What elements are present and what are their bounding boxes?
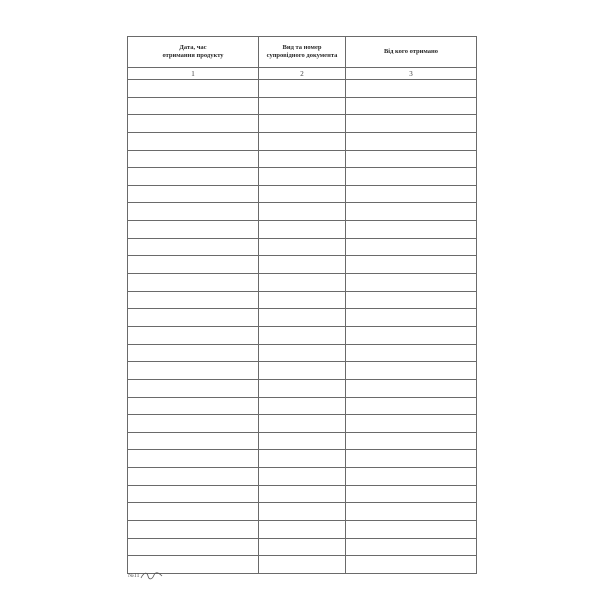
table-cell — [128, 362, 259, 380]
table-cell — [128, 97, 259, 115]
table-row — [128, 450, 477, 468]
table-cell — [259, 521, 346, 539]
header-document-line2: супровідного документа — [266, 52, 338, 59]
table-row — [128, 432, 477, 450]
table-cell — [128, 221, 259, 239]
table-cell — [259, 538, 346, 556]
table-row — [128, 185, 477, 203]
table-cell — [346, 97, 477, 115]
table-row — [128, 344, 477, 362]
table-cell — [259, 379, 346, 397]
table-row — [128, 309, 477, 327]
table-cell — [346, 203, 477, 221]
table-cell — [259, 256, 346, 274]
decorative-flourish-icon — [140, 570, 164, 582]
table-cell — [346, 168, 477, 186]
table-cell — [259, 326, 346, 344]
table-cell — [346, 397, 477, 415]
table-row — [128, 397, 477, 415]
table-cell — [346, 185, 477, 203]
table-cell — [259, 97, 346, 115]
table-cell — [346, 521, 477, 539]
table-cell — [346, 221, 477, 239]
table-cell — [346, 432, 477, 450]
table-row — [128, 291, 477, 309]
table-cell — [346, 274, 477, 292]
table-cell — [346, 80, 477, 98]
header-date-time-line1: Дата, час — [179, 44, 207, 51]
table-cell — [128, 485, 259, 503]
table-cell — [128, 168, 259, 186]
table-cell — [346, 291, 477, 309]
table-row — [128, 132, 477, 150]
table-cell — [346, 450, 477, 468]
table-cell — [346, 379, 477, 397]
table-cell — [128, 468, 259, 486]
table-cell — [346, 309, 477, 327]
table-cell — [346, 468, 477, 486]
table-cell — [128, 450, 259, 468]
table-cell — [259, 397, 346, 415]
table-cell — [346, 485, 477, 503]
header-row — [128, 37, 477, 68]
table-cell — [259, 432, 346, 450]
table-cell — [128, 309, 259, 327]
table-row — [128, 503, 477, 521]
table-cell — [128, 415, 259, 433]
table-cell — [128, 344, 259, 362]
table-row — [128, 80, 477, 98]
table-cell — [128, 397, 259, 415]
table-row — [128, 415, 477, 433]
table-cell — [346, 415, 477, 433]
table-cell — [128, 132, 259, 150]
table-cell — [128, 150, 259, 168]
table-cell — [128, 291, 259, 309]
table-cell — [259, 115, 346, 133]
table-cell — [259, 450, 346, 468]
table-cell — [259, 168, 346, 186]
table-cell — [346, 538, 477, 556]
header-received-from — [346, 37, 477, 68]
column-number-3: 3 — [346, 68, 477, 80]
page-number: №11 — [128, 573, 140, 579]
table-cell — [128, 203, 259, 221]
header-date-time-line2: отримання продукту — [162, 52, 224, 59]
table-cell — [128, 238, 259, 256]
table-row — [128, 256, 477, 274]
table-cell — [128, 80, 259, 98]
table-row — [128, 203, 477, 221]
table-row — [128, 326, 477, 344]
table-row — [128, 150, 477, 168]
header-date-time — [128, 37, 259, 68]
table-cell — [346, 344, 477, 362]
table-cell — [346, 132, 477, 150]
table-row — [128, 362, 477, 380]
table-cell — [128, 256, 259, 274]
table-row — [128, 521, 477, 539]
table-row — [128, 97, 477, 115]
table-row — [128, 274, 477, 292]
table-cell — [259, 362, 346, 380]
table-cell — [346, 256, 477, 274]
table-cell — [346, 556, 477, 574]
table-cell — [259, 503, 346, 521]
column-number-2: 2 — [259, 68, 346, 80]
table-cell — [128, 521, 259, 539]
table-cell — [346, 150, 477, 168]
table-cell — [128, 432, 259, 450]
table-cell — [346, 115, 477, 133]
table-cell — [259, 291, 346, 309]
table-cell — [259, 556, 346, 574]
table-cell — [346, 362, 477, 380]
table-row — [128, 468, 477, 486]
table-cell — [128, 379, 259, 397]
table-cell — [128, 503, 259, 521]
table-cell — [128, 185, 259, 203]
table-row — [128, 538, 477, 556]
table-cell — [259, 485, 346, 503]
table-cell — [128, 538, 259, 556]
table-cell — [346, 326, 477, 344]
table-row — [128, 485, 477, 503]
table-cell — [346, 503, 477, 521]
table-row — [128, 168, 477, 186]
receipt-log-table — [127, 36, 477, 574]
table-row — [128, 221, 477, 239]
table-cell — [128, 326, 259, 344]
header-document — [259, 37, 346, 68]
page-footer — [128, 570, 168, 584]
table-cell — [259, 468, 346, 486]
table-cell — [259, 80, 346, 98]
table-cell — [128, 274, 259, 292]
header-received-from-line1: Від кого отримано — [383, 48, 439, 55]
table-cell — [259, 344, 346, 362]
column-number-1: 1 — [128, 68, 259, 80]
table-cell — [259, 309, 346, 327]
header-document-line1: Вид та номер — [282, 44, 322, 51]
table-cell — [259, 274, 346, 292]
table-cell — [259, 132, 346, 150]
table-cell — [259, 203, 346, 221]
table-cell — [128, 115, 259, 133]
table-cell — [259, 415, 346, 433]
table-cell — [259, 150, 346, 168]
table-cell — [346, 238, 477, 256]
table-row — [128, 379, 477, 397]
table-row — [128, 556, 477, 574]
table-row — [128, 115, 477, 133]
table-cell — [259, 185, 346, 203]
column-number-row — [128, 68, 477, 80]
table-row — [128, 238, 477, 256]
table-cell — [259, 221, 346, 239]
table-cell — [259, 238, 346, 256]
